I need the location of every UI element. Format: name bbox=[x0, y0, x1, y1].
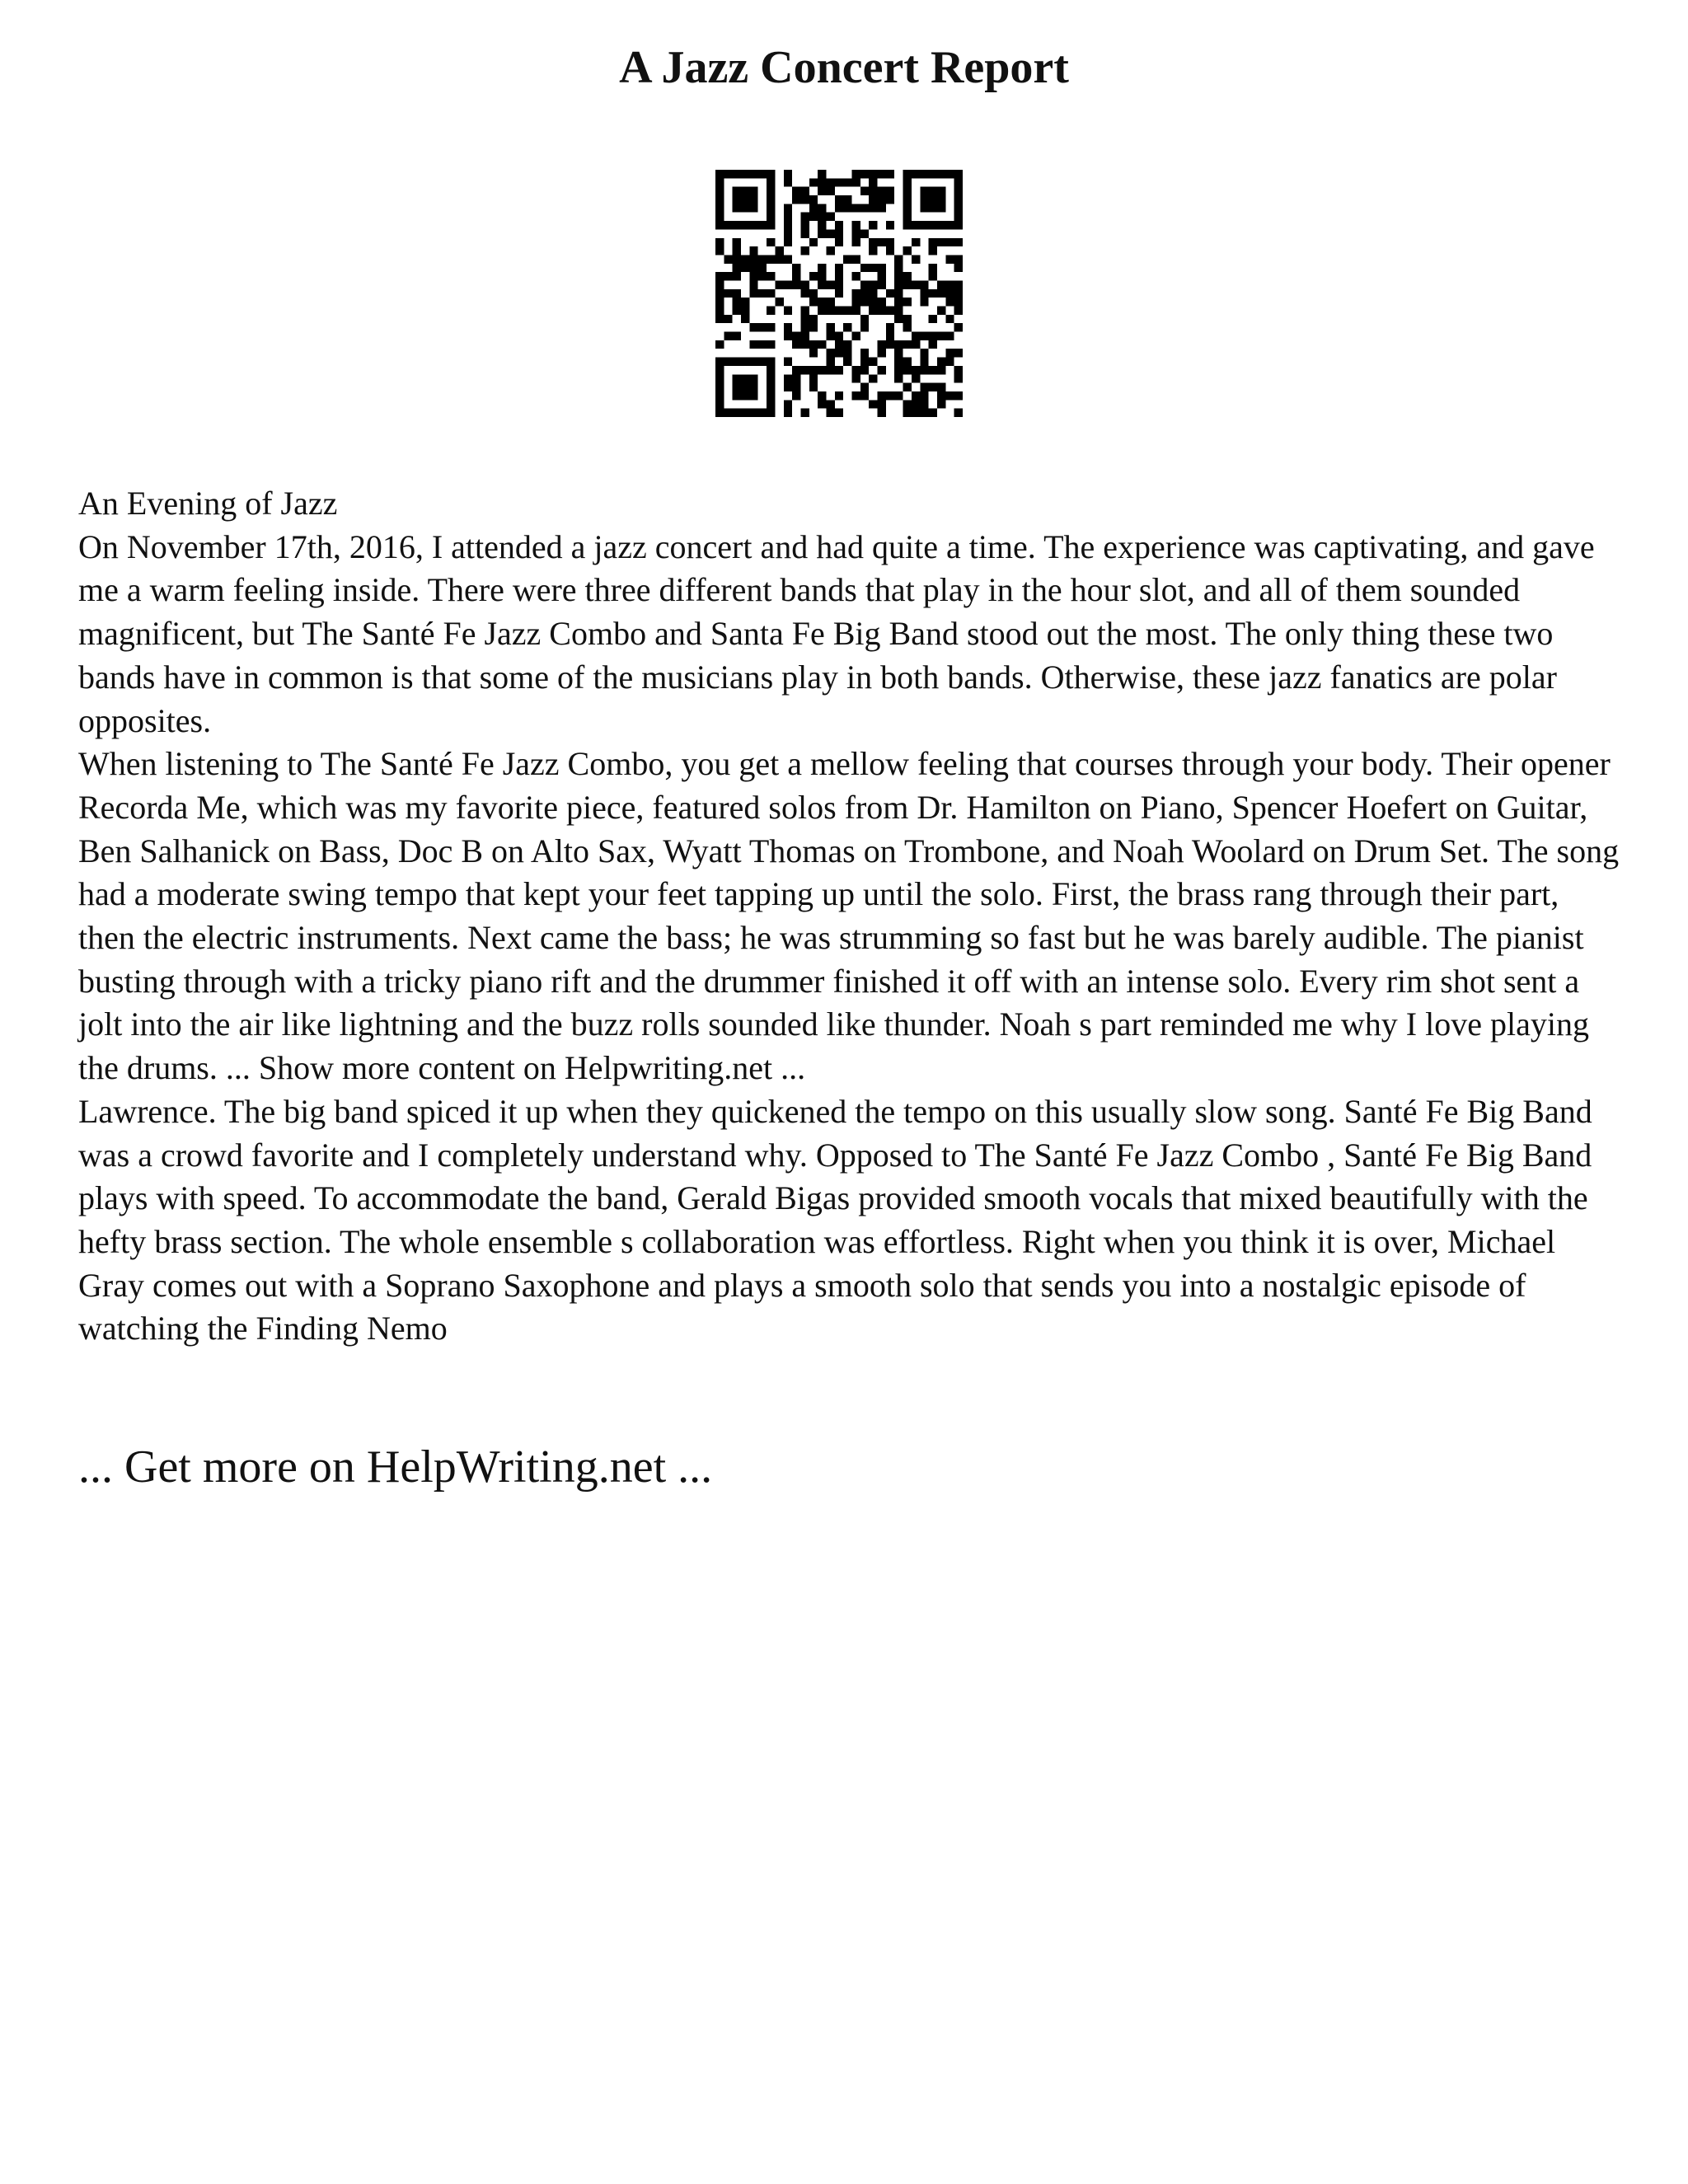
section-heading: An Evening of Jazz bbox=[78, 485, 338, 522]
paragraph-3: Lawrence. The big band spiced it up when they quickened the tempo on this usually slow song. Santé Fe Big Band was a crowd favorite and I completely understand why. Opposed to The Santé Fe Jazz Combo , Santé Fe Big Band plays with speed. To accommodate the band, Gerald Bigas provided smooth vocals that mixed beautifully with the hefty brass section. The whole ensemble s collaboration was effortless. Right when you think it is over, Michael Gray comes out with a Soprano Saxophone and plays a smooth solo that sends you into a nostalgic episode of watching the Finding Nemo bbox=[78, 1092, 1592, 1347]
paragraph-1: On November 17th, 2016, I attended a jazz concert and had quite a time. The experience was captivating, and gave me a warm feeling inside. There were three different bands that play in the hour slot, and all of them sounded magnificent, but The Santé Fe Jazz Combo and Santa Fe Big Band stood out the most. The only thing these two bands have in common is that some of the musicians play in both bands. Otherwise, these jazz fanatics are polar opposites. bbox=[78, 527, 1595, 739]
paragraph-2: When listening to The Santé Fe Jazz Combo, you get a mellow feeling that courses through your body. Their opener Recorda Me, which was my favorite piece, featured solos from Dr. Hamilton on Piano, Spencer Hoefert on Guitar, Ben Salhanick on Bass, Doc B on Alto Sax, Wyatt Thomas on Trombone, and Noah Woolard on Drum Set. The song had a moderate swing tempo that kept your feet tapping up until the solo. First, the brass rang through their part, then the electric instruments. Next came the bass; he was strumming so fast but he was barely audible. The pianist busting through with a tricky piano rift and the drummer finished it off with an intense solo. Every rim shot sent a jolt into the air like lightning and the buzz rolls sounded like thunder. Noah s part reminded me why I love playing the drums. ... Show more content on Helpwriting.net ... bbox=[78, 745, 1620, 1087]
page-title: A Jazz Concert Report bbox=[619, 42, 1069, 93]
qr-code-icon bbox=[715, 170, 963, 417]
get-more-link[interactable]: ... Get more on HelpWriting.net ... bbox=[78, 1441, 713, 1493]
document-body bbox=[78, 482, 1620, 1351]
